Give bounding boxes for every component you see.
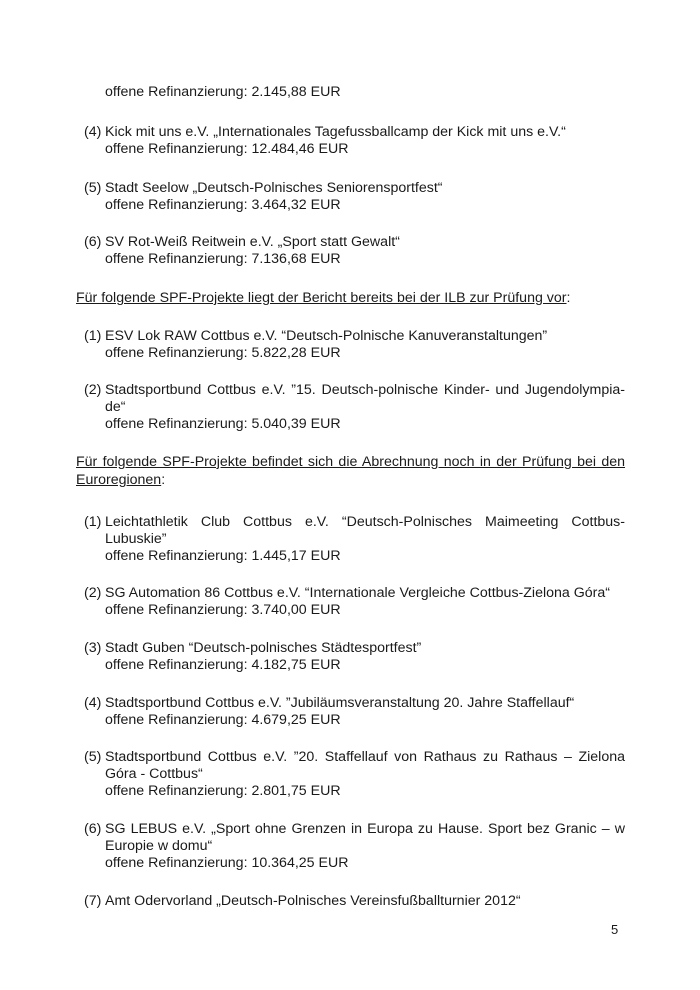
project-title: Kick mit uns e.V. „Internationales Tagefussballcamp der Kick mit uns e.V.“ xyxy=(105,124,566,140)
project-title: SV Rot-Weiß Reitwein e.V. „Sport statt Gewalt“ xyxy=(105,234,400,250)
project-title-line2: de“ xyxy=(105,399,126,415)
refinancing-line: offene Refinanzierung: 12.484,46 EUR xyxy=(105,141,349,157)
item-number: (7) xyxy=(84,893,102,909)
refinancing-line: offene Refinanzierung: 3.464,32 EUR xyxy=(105,197,341,213)
heading-text: Für folgende SPF-Projekte liegt der Bericht bereits bei der ILB zur Prüfung vor xyxy=(76,290,567,306)
heading-text: Euroregionen xyxy=(76,472,162,488)
project-title: ESV Lok RAW Cottbus e.V. “Deutsch-Polnische Kanuveranstaltungen” xyxy=(105,328,548,344)
heading-colon: : xyxy=(161,472,166,488)
refinancing-line: offene Refinanzierung: 7.136,68 EUR xyxy=(105,251,341,267)
heading-colon: : xyxy=(566,290,571,306)
item-number: (1) xyxy=(84,514,102,530)
refinancing-line: offene Refinanzierung: 1.445,17 EUR xyxy=(105,548,341,564)
item-number: (5) xyxy=(84,180,102,196)
project-title: SG Automation 86 Cottbus e.V. “Internationale Vergleiche Cottbus-Zielona Góra“ xyxy=(105,585,610,601)
item-number: (4) xyxy=(84,124,102,140)
project-title-line2: Europie w domu“ xyxy=(105,838,213,854)
refinancing-line: offene Refinanzierung: 2.801,75 EUR xyxy=(105,783,341,799)
section-heading-ilb xyxy=(76,290,570,307)
project-title: Stadt Guben “Deutsch-polnisches Städtesportfest” xyxy=(105,640,422,656)
project-title-line2: Góra - Cottbus“ xyxy=(105,766,203,782)
project-title-line1: SG LEBUS e.V. „Sport ohne Grenzen in Europa zu Hause. Sport bez Granic – w xyxy=(105,821,625,837)
item-number: (6) xyxy=(84,234,102,250)
item-number: (1) xyxy=(84,328,102,344)
project-title: Stadtsportbund Cottbus e.V. ”Jubiläumsveranstaltung 20. Jahre Staffellauf“ xyxy=(105,695,575,711)
project-title-line1: Stadtsportbund Cottbus e.V. ”20. Staffellauf von Rathaus zu Rathaus – Zielona xyxy=(105,749,625,765)
refinancing-line: offene Refinanzierung: 10.364,25 EUR xyxy=(105,855,349,871)
refinancing-line: offene Refinanzierung: 2.145,88 EUR xyxy=(105,84,341,100)
refinancing-line: offene Refinanzierung: 4.679,25 EUR xyxy=(105,712,341,728)
section-heading-euroregionen-line1: Für folgende SPF-Projekte befindet sich die Abrechnung noch in der Prüfung bei den xyxy=(76,454,625,470)
section-heading-euroregionen-line2 xyxy=(76,472,165,489)
project-title-line1: Stadtsportbund Cottbus e.V. ”15. Deutsch-polnische Kinder- und Jugendolympia- xyxy=(105,382,625,398)
project-title: Amt Odervorland „Deutsch-Polnisches Vereinsfußballturnier 2012“ xyxy=(105,893,521,909)
item-number: (3) xyxy=(84,640,102,656)
refinancing-line: offene Refinanzierung: 3.740,00 EUR xyxy=(105,602,341,618)
project-title-line2: Lubuskie” xyxy=(105,531,167,547)
item-number: (6) xyxy=(84,821,102,837)
refinancing-line: offene Refinanzierung: 5.822,28 EUR xyxy=(105,345,341,361)
item-number: (2) xyxy=(84,382,102,398)
refinancing-line: offene Refinanzierung: 4.182,75 EUR xyxy=(105,657,341,673)
page-number: 5 xyxy=(611,922,619,937)
item-number: (2) xyxy=(84,585,102,601)
refinancing-line: offene Refinanzierung: 5.040,39 EUR xyxy=(105,416,341,432)
item-number: (5) xyxy=(84,749,102,765)
project-title-line1: Leichtathletik Club Cottbus e.V. “Deutsch-Polnisches Maimeeting Cottbus- xyxy=(105,514,625,530)
item-number: (4) xyxy=(84,695,102,711)
project-title: Stadt Seelow „Deutsch-Polnisches Seniorensportfest“ xyxy=(105,180,443,196)
